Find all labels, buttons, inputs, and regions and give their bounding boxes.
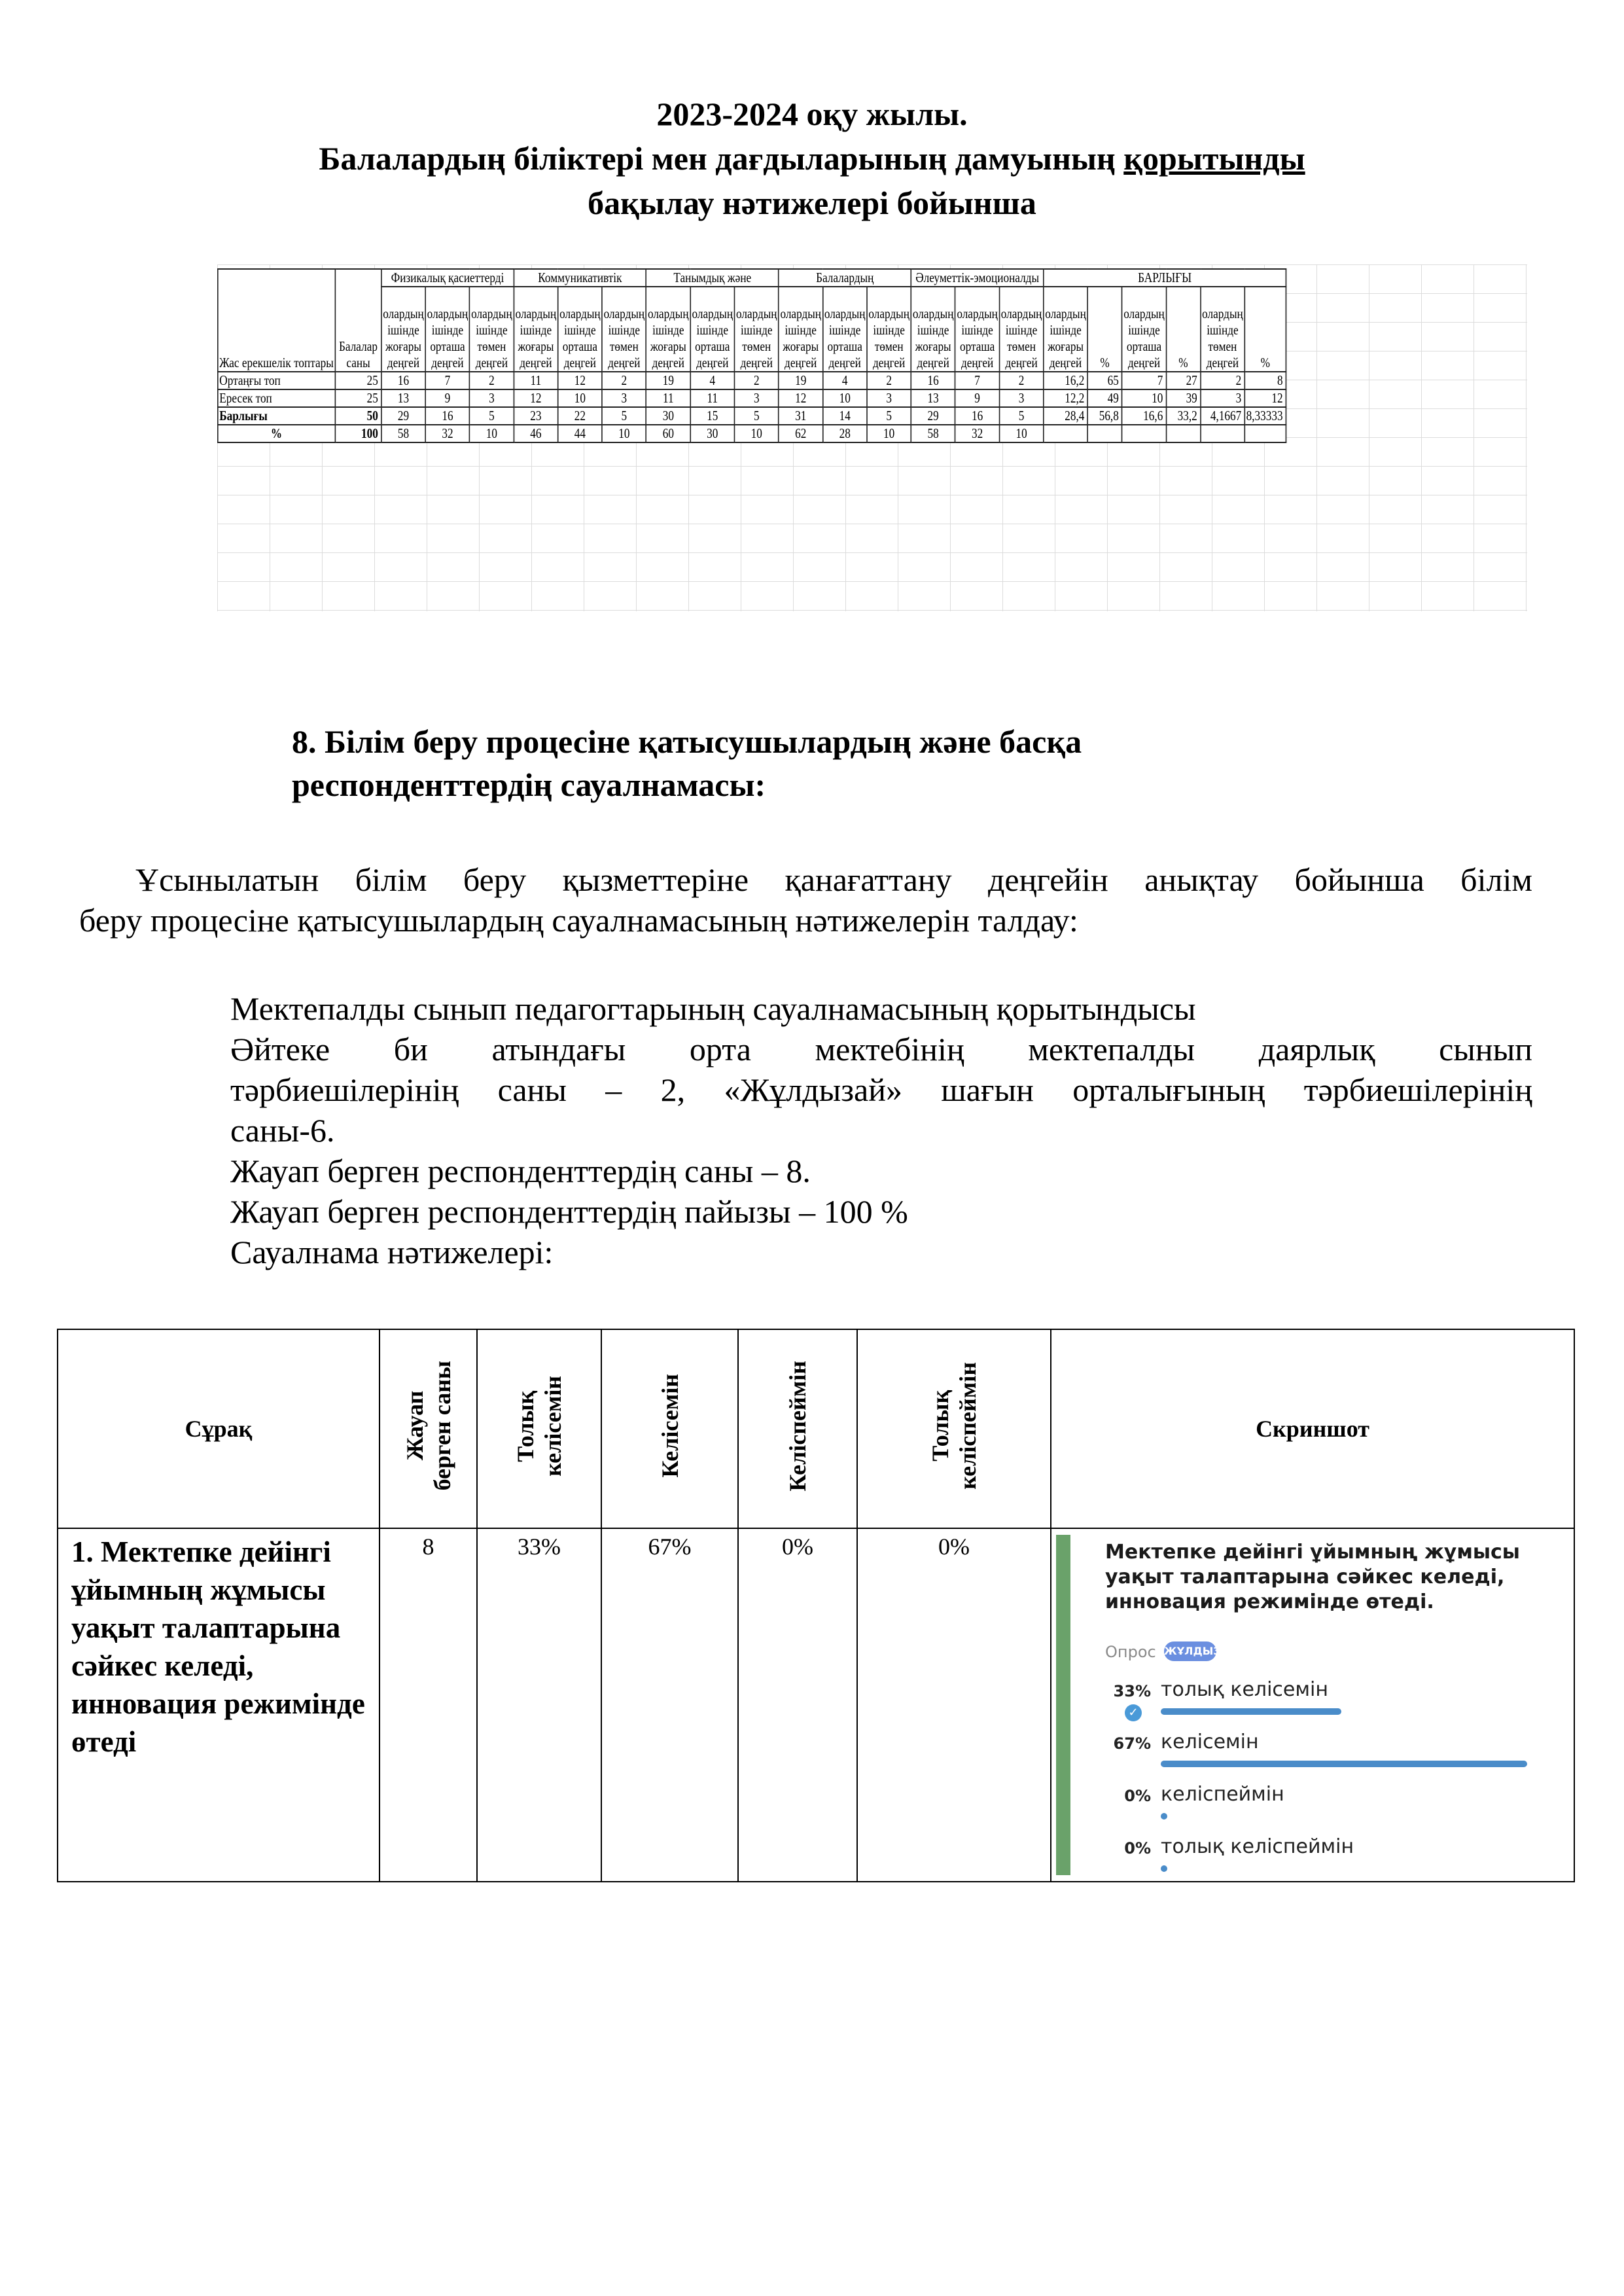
table-cell: 5 — [867, 407, 911, 425]
subheader-cell: олардың ішінде орташа деңгей — [690, 287, 734, 372]
subheader-cell: олардың ішінде орташа деңгей — [955, 287, 999, 372]
table-cell: 19 — [646, 372, 690, 389]
answered-cell: 8 — [380, 1528, 477, 1882]
table-cell: 3 — [602, 389, 646, 407]
table-cell: 29 — [911, 407, 955, 425]
poll-option-percent: 67% — [1113, 1734, 1151, 1753]
subheader-cell: олардың ішінде жоғары деңгей — [911, 287, 955, 372]
summary-line-1: Мектепалды сынып педагогтарының сауалнамасының қорытындысы — [230, 990, 1196, 1027]
table-cell: 30 — [690, 425, 734, 442]
disagree-header: Келіспеймін — [738, 1329, 857, 1528]
table-cell: 4 — [690, 372, 734, 389]
subheader-cell: олардың ішінде жоғары деңгей — [646, 287, 690, 372]
table-cell: 16,6 — [1122, 407, 1166, 425]
subheader-cell: % — [1244, 287, 1286, 372]
answered-header: Жауап берген саны — [380, 1329, 477, 1528]
full-disagree-header: Толық келіспеймін — [857, 1329, 1051, 1528]
table-cell — [1244, 425, 1286, 442]
summary-line-3: тәрбиешілерінің саны – 2, «Жұлдызай» шағын орталығының тәрбиешілерінің — [230, 1071, 1532, 1108]
row-label: Ересек топ — [218, 389, 335, 407]
table-cell: 50 — [335, 407, 381, 425]
table-cell: 2 — [999, 372, 1043, 389]
table-cell: 16 — [425, 407, 469, 425]
check-icon: ✓ — [1125, 1704, 1142, 1721]
section-line-1: 8. Білім беру процесіне қатысушылардың және басқа — [292, 723, 1082, 760]
poll-option — [1105, 1783, 1524, 1826]
table-cell: 5 — [470, 407, 514, 425]
poll-option-percent: 33% — [1113, 1682, 1151, 1700]
section-line-2: респонденттердің сауалнамасы: — [292, 766, 766, 803]
group-header: БАРЛЫҒЫ — [1044, 269, 1286, 287]
subheader-cell: олардың ішінде жоғары деңгей — [779, 287, 822, 372]
subheader-cell: олардың ішінде төмен деңгей — [867, 287, 911, 372]
poll-type-label: Опрос — [1105, 1643, 1156, 1661]
subheader-cell: олардың ішінде жоғары деңгей — [381, 287, 425, 372]
table-cell: 100 — [335, 425, 381, 442]
table-cell: 9 — [955, 389, 999, 407]
table-cell: 12 — [558, 372, 602, 389]
table-cell: 30 — [646, 407, 690, 425]
question-cell: 1. Мектепке дейінгі ұйымның жұмысы уақыт талаптарына сәйкес келеді, инновация режимінде өтеді — [58, 1528, 380, 1882]
table-cell: 65 — [1087, 372, 1121, 389]
table-cell: 23 — [514, 407, 557, 425]
poll-title: Мектепке дейінгі ұйымның жұмысы уақыт талаптарына сәйкес келеді, инновация режимінде өтеді. — [1105, 1541, 1520, 1613]
table-cell: 3 — [999, 389, 1043, 407]
table-cell: 12 — [514, 389, 557, 407]
row-label: Барлығы — [218, 407, 335, 425]
group-header: Әлеуметтік-эмоционалды — [911, 269, 1043, 287]
table-cell: 9 — [425, 389, 469, 407]
poll-option — [1105, 1731, 1524, 1774]
table-cell — [1166, 425, 1200, 442]
table-cell: 10 — [822, 389, 866, 407]
title-line-3: бақылау нәтижелері бойынша — [588, 185, 1036, 221]
table-cell: 31 — [779, 407, 822, 425]
table-cell: 14 — [822, 407, 866, 425]
poll-option-bar — [1161, 1708, 1341, 1715]
full-disagree-cell: 0% — [857, 1528, 1051, 1882]
subheader-cell: олардың ішінде жоғары деңгей — [514, 287, 557, 372]
table-cell: 13 — [911, 389, 955, 407]
section-heading — [292, 720, 1082, 806]
survey-table — [57, 1329, 1575, 1882]
table-cell: 22 — [558, 407, 602, 425]
subheader-cell: олардың ішінде орташа деңгей — [1122, 287, 1166, 372]
table-cell — [1201, 425, 1244, 442]
table-cell: 44 — [558, 425, 602, 442]
table-row — [218, 372, 1286, 389]
table-cell: 4 — [822, 372, 866, 389]
subheader-cell: олардың ішінде төмен деңгей — [999, 287, 1043, 372]
table-cell: 13 — [381, 389, 425, 407]
poll-option-percent: 0% — [1124, 1787, 1151, 1805]
subheader-cell: олардың ішінде орташа деңгей — [425, 287, 469, 372]
poll-option-label: келісемін — [1161, 1731, 1259, 1753]
table-cell: 60 — [646, 425, 690, 442]
poll-option-bar — [1161, 1865, 1167, 1872]
table-cell: 16,2 — [1044, 372, 1087, 389]
poll-screenshot — [1056, 1535, 1569, 1875]
table-cell: 32 — [425, 425, 469, 442]
table-cell: 29 — [381, 407, 425, 425]
full-agree-cell: 33% — [477, 1528, 601, 1882]
table-cell: 10 — [735, 425, 779, 442]
summary-line-5: Жауап берген респонденттердің саны – 8. — [230, 1153, 811, 1189]
poll-option-label: толық келіспеймін — [1161, 1835, 1354, 1858]
agree-cell: 67% — [601, 1528, 738, 1882]
table-cell: 10 — [999, 425, 1043, 442]
table-row — [218, 425, 1286, 442]
table-cell — [1087, 425, 1121, 442]
subheader-cell: олардың ішінде орташа деңгей — [558, 287, 602, 372]
table-cell: 12,2 — [1044, 389, 1087, 407]
table-cell: 10 — [602, 425, 646, 442]
table-cell: 5 — [735, 407, 779, 425]
table-cell: 28,4 — [1044, 407, 1087, 425]
poll-author-badge: ЖҰЛДЫЗАЙ — [1164, 1641, 1216, 1661]
results-table — [217, 268, 1286, 443]
table-cell: 46 — [514, 425, 557, 442]
table-cell: 2 — [1201, 372, 1244, 389]
title-line-2: Балалардың біліктері мен дағдыларының дамуының қорытынды — [319, 140, 1305, 177]
count-header: Балалар саны — [335, 269, 381, 372]
table-cell: 3 — [867, 389, 911, 407]
table-cell: 3 — [735, 389, 779, 407]
intro-line-1: Ұсынылатын білім беру қызметтеріне қанағаттану деңгейін анықтау бойынша білім — [135, 861, 1532, 898]
table-cell: 56,8 — [1087, 407, 1121, 425]
table-cell: 2 — [867, 372, 911, 389]
table-cell: 27 — [1166, 372, 1200, 389]
title-line-1: 2023-2024 оқу жылы. — [656, 96, 968, 132]
table-cell: 2 — [735, 372, 779, 389]
table-cell: 32 — [955, 425, 999, 442]
table-cell: 11 — [690, 389, 734, 407]
subheader-cell: олардың ішінде жоғары деңгей — [1044, 287, 1087, 372]
poll-option — [1105, 1835, 1524, 1878]
table-cell: 58 — [381, 425, 425, 442]
summary-line-2: Әйтеке би атындағы орта мектебінің мектепалды даярлық сынып — [230, 1031, 1532, 1067]
table-cell: 2 — [602, 372, 646, 389]
table-cell: 3 — [470, 389, 514, 407]
poll-option-percent: 0% — [1124, 1839, 1151, 1857]
subheader-cell: олардың ішінде төмен деңгей — [470, 287, 514, 372]
results-table-scan — [217, 264, 1527, 611]
table-row — [218, 407, 1286, 425]
group-header: Балалардың — [779, 269, 911, 287]
table-cell: 10 — [470, 425, 514, 442]
subheader-cell: олардың ішінде орташа деңгей — [822, 287, 866, 372]
poll-option-label: келіспеймін — [1161, 1783, 1284, 1806]
table-cell: 16 — [911, 372, 955, 389]
table-cell: 25 — [335, 372, 381, 389]
table-cell: 7 — [955, 372, 999, 389]
table-cell: 3 — [1201, 389, 1244, 407]
summary-line-7: Сауалнама нәтижелері: — [230, 1234, 554, 1270]
table-cell: 39 — [1166, 389, 1200, 407]
table-cell: 5 — [602, 407, 646, 425]
table-cell: 11 — [514, 372, 557, 389]
table-cell: 15 — [690, 407, 734, 425]
full-agree-header: Толық келісемін — [477, 1329, 601, 1528]
poll-option — [1105, 1678, 1524, 1721]
page-title — [0, 92, 1624, 225]
table-cell: 8 — [1244, 372, 1286, 389]
group-header: Коммуникативтік — [514, 269, 646, 287]
table-cell: 12 — [1244, 389, 1286, 407]
screenshot-cell — [1051, 1528, 1574, 1882]
table-cell: 8,33333 — [1244, 407, 1286, 425]
question-header: Сұрақ — [58, 1329, 380, 1528]
disagree-cell: 0% — [738, 1528, 857, 1882]
agree-header: Келісемін — [601, 1329, 738, 1528]
subheader-cell: олардың ішінде төмен деңгей — [735, 287, 779, 372]
table-cell: 2 — [470, 372, 514, 389]
row-label: % — [218, 425, 335, 442]
table-cell — [1122, 425, 1166, 442]
table-cell: 28 — [822, 425, 866, 442]
subheader-cell: олардың ішінде төмен деңгей — [1201, 287, 1244, 372]
summary-line-6: Жауап берген респонденттердің пайызы – 100 % — [230, 1193, 908, 1230]
table-row — [218, 389, 1286, 407]
table-cell: 7 — [1122, 372, 1166, 389]
group-header: Танымдық және — [646, 269, 779, 287]
age-header: Жас ерекшелік топтары — [218, 269, 335, 372]
summary-line-4: саны-6. — [230, 1112, 335, 1149]
table-cell: 10 — [1122, 389, 1166, 407]
table-cell: 10 — [558, 389, 602, 407]
table-cell: 16 — [381, 372, 425, 389]
table-cell: 33,2 — [1166, 407, 1200, 425]
table-cell — [1044, 425, 1087, 442]
table-cell: 58 — [911, 425, 955, 442]
table-cell: 11 — [646, 389, 690, 407]
group-header: Физикалық қасиеттерді — [381, 269, 514, 287]
table-cell: 12 — [779, 389, 822, 407]
table-cell: 7 — [425, 372, 469, 389]
table-cell: 10 — [867, 425, 911, 442]
table-cell: 4,1667 — [1201, 407, 1244, 425]
poll-option-label: толық келісемін — [1161, 1678, 1328, 1701]
subheader-cell: олардың ішінде төмен деңгей — [602, 287, 646, 372]
poll-option-bar — [1161, 1761, 1527, 1767]
subheader-cell: % — [1166, 287, 1200, 372]
poll-option-bar — [1161, 1813, 1167, 1820]
table-cell: 25 — [335, 389, 381, 407]
subheader-cell: % — [1087, 287, 1121, 372]
table-cell: 62 — [779, 425, 822, 442]
table-cell: 5 — [999, 407, 1043, 425]
table-cell: 16 — [955, 407, 999, 425]
table-cell: 49 — [1087, 389, 1121, 407]
row-label: Ортаңғы топ — [218, 372, 335, 389]
intro-line-2: беру процесіне қатысушылардың сауалнамасының нәтижелерін талдау: — [79, 902, 1078, 939]
screenshot-header: Скриншот — [1051, 1329, 1574, 1528]
table-cell: 19 — [779, 372, 822, 389]
poll-card — [1092, 1535, 1530, 1875]
